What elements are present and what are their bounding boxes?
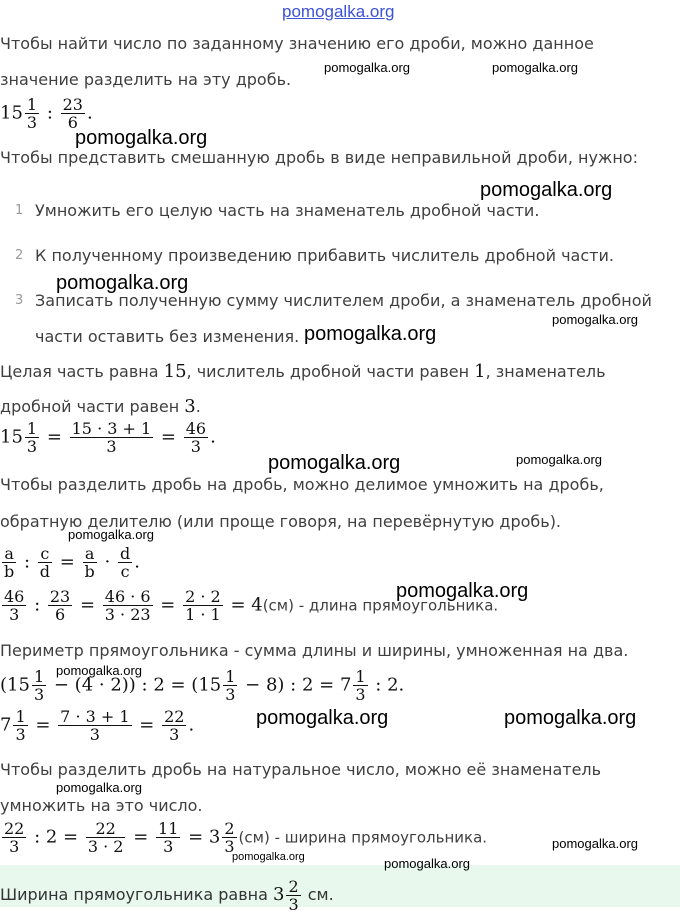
watermark: pomogalka.org xyxy=(68,527,154,542)
formula-perimeter: (15 $\frac{1}{3}$ − (4 · 2)) : 2 = (15 $\frac{1}{3}$ − 8) : 2 = 7 $\frac{1}{3}$ : 2. xyxy=(0,667,405,704)
formula-width: $\frac{22}{3}$ : 2 = $\frac{22}{3 \cdot 2}$ = $\frac{11}{3}$ = 3 $\frac{2}{3}$ (см) - ширина прямоугольника. xyxy=(4,819,488,856)
watermark: pomogalka.org xyxy=(504,707,637,729)
watermark: pomogalka.org xyxy=(480,179,613,201)
paragraph-denominator: дробной части равен 3. xyxy=(0,396,201,417)
watermark: pomogalka.org xyxy=(56,663,142,678)
formula-dividend-expression: 15 $\frac{1}{3}$ : $\frac{23}{6}$ . xyxy=(0,95,93,132)
watermark: pomogalka.org xyxy=(324,60,410,75)
paragraph-mixed-to-improper: Чтобы представить смешанную дробь в виде неправильной дроби, нужно: xyxy=(0,148,638,167)
watermark: pomogalka.org xyxy=(384,856,470,871)
watermark: pomogalka.org xyxy=(516,452,602,467)
paragraph-parts-of-fraction: Целая часть равна 15, числитель дробной части равен 1, знаменатель xyxy=(0,361,606,382)
watermark: pomogalka.org xyxy=(396,580,529,602)
watermark: pomogalka.org xyxy=(492,60,578,75)
formula-seven-third: 7 $\frac{1}{3}$ = $\frac{7 \cdot 3 + 1}{3}$ = $\frac{22}{3}$ . xyxy=(0,707,195,744)
paragraph-fraction-by-number-2: умножить на это число. xyxy=(0,796,203,815)
step-number: 1 xyxy=(15,203,24,218)
watermark: pomogalka.org xyxy=(256,707,389,729)
step-text: части оставить без изменения. xyxy=(35,327,300,346)
watermark: pomogalka.org xyxy=(552,312,638,327)
site-header-link[interactable]: pomogalka.org xyxy=(282,2,395,21)
step-number: 3 xyxy=(15,293,24,308)
formula-improper-fraction: 15 $\frac{1}{3}$ = $\frac{15 \cdot 3 + 1}{3}$ = $\frac{46}{3}$ . xyxy=(0,419,216,456)
paragraph-fraction-by-number-1: Чтобы разделить дробь на натуральное число, можно её знаменатель xyxy=(0,760,602,779)
watermark: pomogalka.org xyxy=(552,836,638,851)
watermark: pomogalka.org xyxy=(268,452,401,474)
paragraph-fraction-division-2: обратную делителю (или проще говоря, на перевёрнутую дробь). xyxy=(0,512,562,531)
watermark: pomogalka.org xyxy=(304,323,437,345)
watermark: pomogalka.org xyxy=(56,780,142,795)
step-text: Умножить его целую часть на знаменатель дробной части. xyxy=(35,201,540,220)
watermark: pomogalka.org xyxy=(56,272,189,294)
answer-text: Ширина прямоугольника равна 3 $\frac{2}{3}$ см. xyxy=(0,877,334,914)
paragraph-perimeter: Периметр прямоугольника - сумма длины и ширины, умноженная на два. xyxy=(0,641,629,660)
paragraph-divide-by-fraction-1: Чтобы найти число по заданному значению его дроби, можно данное xyxy=(0,34,594,53)
step-number: 2 xyxy=(15,248,24,263)
formula-general-division: $\frac{a}{b}$ : $\frac{c}{d}$ = $\frac{a}{b}$ · $\frac{d}{c}$ . xyxy=(4,544,140,581)
paragraph-fraction-division-1: Чтобы разделить дробь на дробь, можно делимое умножить на дробь, xyxy=(0,475,604,494)
formula-length: $\frac{46}{3}$ : $\frac{23}{6}$ = $\frac{46 \cdot 6}{3 \cdot 23}$ = $\frac{2 \cdot 2}{1 \cdot 1}$ = 4(см) - длина прямоугольника. xyxy=(4,587,499,624)
watermark: pomogalka.org xyxy=(232,851,305,863)
watermark: pomogalka.org xyxy=(75,127,208,149)
step-text: Записать полученную сумму числителем дроби, а знаменатель дробной xyxy=(35,291,652,310)
paragraph-divide-by-fraction-2: значение разделить на эту дробь. xyxy=(0,70,292,89)
step-text: К полученному произведению прибавить числитель дробной части. xyxy=(35,246,614,265)
